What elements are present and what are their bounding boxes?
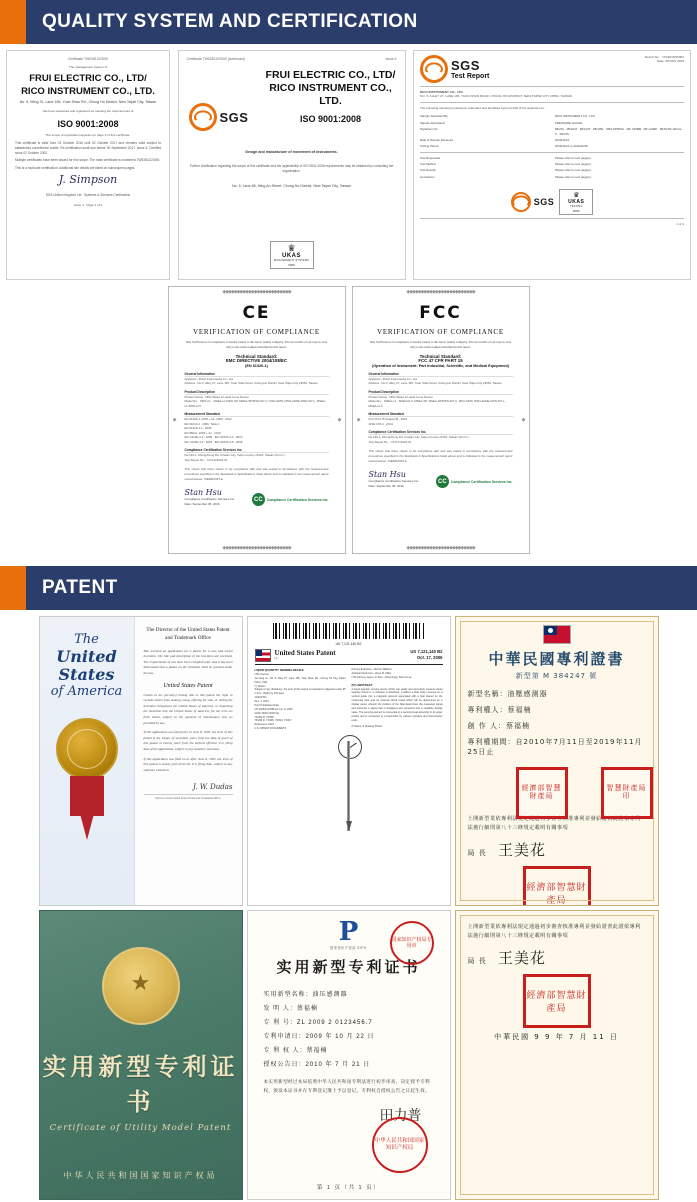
- patent-header: [255, 649, 443, 665]
- scope-note: The scope of registration appears on page 2 of this certificate.: [45, 133, 131, 138]
- gold-seal-icon: [56, 718, 118, 780]
- cover-mid-title: United States Patent: [163, 682, 213, 689]
- fcc-verification-certificate[interactable]: [352, 286, 530, 554]
- us-title-line1: The: [74, 632, 99, 647]
- certificate-row-top: [0, 50, 697, 280]
- director-label: 局 長: [467, 848, 487, 857]
- certificate-intro: This Verification of Compliance is hereby issued to the below named company. The test results of our report cover only to the tested sample identified in this report.: [369, 340, 512, 349]
- assessment-statement: has been assessed and registered as meeting the requirements of: [42, 108, 134, 113]
- section-row: No.169-1, Zhongzheng Rd, Xindian City, Taipei County 23151, Taiwan (R.O.C.): [184, 453, 286, 458]
- section-row: Model No. : MFD-CL · MSEA-LL/NDO-SP, MSEA-SP/MSN-W7-C, MSA-SPW, MSN-ADNE-MSN-W7-L, MSEA-LL-MSN-LL5: [184, 399, 326, 408]
- sipo-logo-icon: P: [338, 917, 359, 947]
- sgs-ring-icon: [511, 192, 531, 212]
- section-row: Applicant : RICO Instruments Co., Ltd: [184, 376, 233, 381]
- ukas-name: UKAS: [568, 199, 585, 206]
- row-value: Please refer to next page(s).: [555, 168, 592, 173]
- row-label: Style/Item No.: [420, 127, 439, 132]
- us-patent-cover-left: [40, 617, 135, 905]
- decorative-border-right: ◆: [337, 417, 341, 423]
- company-name-line1: FRUI ELECTRIC CO., LTD/: [265, 69, 396, 81]
- signature: Stan Hsu: [184, 488, 222, 498]
- section-header-quality: [0, 0, 697, 44]
- director-label: 局 長: [467, 956, 487, 965]
- legal-note: 上開新型業依專利法規定通過初步審查核准專利並發給證書此證依專利法施行細則第八十三條規定載明有關事項: [467, 924, 641, 939]
- certificate-title: VERIFICATION OF COMPLIANCE: [377, 328, 504, 336]
- authorized-signature: J. Simpson: [58, 173, 118, 187]
- section-heading: Measurement Standard: [185, 412, 329, 417]
- us-title-line3: States: [58, 665, 115, 685]
- technical-standard: FCC 47 CFR PART 15: [418, 357, 463, 363]
- quality-content: [0, 44, 697, 566]
- patent-office-title: United States Patent: [274, 649, 336, 657]
- patent-figure: [255, 735, 443, 831]
- row-value: 2016/11/10 to 2016/11/28: [555, 144, 588, 149]
- sgs-logo: [189, 103, 249, 131]
- section-row: Product Name : NDO Meter & Liquid Level Sensor: [184, 394, 249, 399]
- section-title-patent: PATENT: [42, 577, 118, 598]
- row-value: Please refer to next page(s).: [555, 155, 592, 160]
- us-cl: 73/290 R; 73/305: [254, 715, 274, 719]
- section-heading: Compliance Certification Services Inc.: [185, 448, 329, 453]
- row-patent-holder: 专 利 权 人：蔡福楠: [263, 1048, 328, 1054]
- patent-content: [0, 610, 697, 1202]
- iso-certificate-page1[interactable]: [6, 50, 170, 280]
- section-heading: Product Description: [185, 390, 329, 395]
- sgs-wordmark: SGS: [451, 58, 480, 73]
- cn-utility-model-cover[interactable]: [39, 910, 243, 1200]
- row-label: Sample Description: [420, 120, 446, 125]
- sipo-logo-subtitle: 国家知识产权局 SIPO: [330, 946, 367, 950]
- ce-mark-icon: CE: [242, 303, 271, 323]
- client-address: NO. 5, ALLEY 27, LANE 165, YUAN SHAN ROAD, CHUNG HO DISTRICT, NEW TAIPEI CITY 23552, TAIWAN: [420, 94, 573, 99]
- divider: [420, 152, 684, 153]
- attorney: (74) Attorney, Agent, or Firm—Rosenberg, Klein & Lee: [351, 675, 412, 679]
- scope-heading: Design and manufacture of movement of instruments.: [245, 150, 338, 155]
- row-label: Conclusion: [420, 174, 435, 179]
- ccs-logo-name: Compliance Certification Services Inc.: [266, 497, 329, 502]
- page-title: 实用新型专利证书: [276, 959, 421, 976]
- crown-icon: ♛: [573, 192, 580, 200]
- section-row: Address : No.5, Alley 27, Lane 165, Yuan Shan Road, Chung Ho District, New Taipei City 23552, Taiwan: [184, 381, 318, 386]
- report-detail-table: [420, 114, 684, 148]
- validity-body: This certificate is valid from 02 October 2016 until 02 October 2017 and remains valid subject to satisfactory surveillance audits. Re-certification audit due before 30 September 2017. Issue 4. Certified since 02 October 2002.: [15, 140, 161, 155]
- row-label: Test Requested: [420, 155, 441, 160]
- row-label: Sample Submitted By: [420, 114, 448, 119]
- notice-label: (*) Notice:: [254, 684, 266, 688]
- row-label: Test Results: [420, 168, 436, 173]
- notice-value: Subject to any disclaimer, the term of this patent is extended or adjusted under 35 U.S.C. 154(b) by 270 days.: [254, 688, 346, 696]
- ccs-logo-name: Compliance Certification Services Inc.: [450, 479, 513, 484]
- agency-seal: 經濟部智慧財產局: [523, 866, 591, 906]
- section-row: FCC Part 15 Subpart B : 2016: [368, 417, 408, 422]
- cover-title: 实用新型专利证书: [42, 1054, 239, 1116]
- issue-date: 中華民國 9 9 年 7 月 11 日: [494, 1032, 619, 1041]
- section-row: Applicant : RICO Instruments Co., Ltd: [368, 376, 417, 381]
- field-patent-period: 專利權期間：自2010年7月11日至2019年11月25日止: [467, 738, 643, 756]
- certificate-intro: This Verification of Compliance is hereby issued to the below named company. The test results of our report cover only to the tested sample identified in this report.: [185, 340, 328, 349]
- field-invention-name: 新型名稱：油壓感測器: [467, 690, 548, 698]
- row-label: Testing Period: [420, 144, 439, 149]
- taiwan-patent-certificate[interactable]: [455, 616, 659, 906]
- ccs-logo: [436, 475, 513, 488]
- legal-paragraph: 本实用新型经过本局依照中华人民共和国专利法进行初步审查，决定授予专利权，颁发本证书并在专利登记簿上予以登记。专利权自授权公告之日起生效。: [263, 1079, 430, 1093]
- ccs-logo: [252, 493, 329, 506]
- appl-no: 11/002,511: [254, 696, 267, 700]
- section-row: EN 55011: 2009 + A1 : 2010: [184, 430, 221, 435]
- company-address: No. 5, Lane 65, Ming An Street, Chung Ho District, New Taipei City, Taiwan: [232, 183, 351, 188]
- issuing-authority: 中华人民共和国国家知识产权局: [63, 1171, 218, 1180]
- director-name: 王美花: [497, 948, 546, 967]
- section-row: ANSI C63.4 : 2014: [368, 421, 393, 426]
- probe-tip-icon: [346, 821, 352, 831]
- row-label: Test Method: [420, 161, 436, 166]
- ukas-accreditation-mark: [559, 189, 593, 215]
- decorative-border-top: ◆◆◆◆◆◆◆◆◆◆◆◆◆◆◆◆◆◆◆◆◆◆◆◆: [406, 289, 475, 295]
- us-patent-cover-right: [135, 617, 242, 905]
- row-inventor: 发 明 人：蔡福楠: [263, 1006, 318, 1012]
- report-date: Date: 30 NOV 2016: [656, 59, 684, 64]
- assistant-examiner: Assistant Examiner—Rose M. Miller: [351, 671, 392, 675]
- technical-standard-label: Technical Standard:: [235, 353, 278, 359]
- inventor-label: (75) Inventor:: [254, 672, 270, 676]
- sgs-wordmark: SGS: [533, 197, 555, 208]
- cover-paragraph-1: Has received an application for a patent for a new and useful invention. The title and description of the invention are enclosed. The requirements of law have been complied with, and it has been determined that a patent on the invention shall be granted under the law.: [143, 648, 233, 675]
- taiwan-flag-icon: [543, 625, 571, 644]
- patent-number-row: US 7,121,140 B2: [410, 649, 443, 654]
- company-name-line2: RICO INSTRUMENT CO., LTD.: [269, 82, 392, 108]
- section-row: Address : No.5, Alley 27, Lane 165, Yuan Shan Road, Chung Ho District, New Taipei City 23552, Taiwan: [368, 381, 502, 386]
- certificate-title: 中華民國專利證書: [488, 650, 625, 668]
- page-footer: Issue 4 · Page 1 of 2: [73, 203, 103, 208]
- claims-count: 8 Claims, 6 Drawing Sheets: [351, 725, 383, 729]
- divider: [420, 218, 684, 219]
- director-title: The Director of the United States Patent and Trademark Office: [146, 627, 230, 641]
- certificate-footer: This shows that there shown to be compliance with and was tested in accordance with the measurement procedures specified in the Standards & Specifications listed above and is indicated in the measurement report named above: T2EMEX015-F: [368, 449, 513, 463]
- certificate-number: 新型第 M 384247 號: [515, 672, 598, 680]
- decorative-border-left: ◆: [356, 417, 360, 423]
- director-row: [468, 947, 646, 968]
- ukas-accreditation-mark: [270, 241, 314, 269]
- barcode-number: US 7,121,140 B2: [335, 642, 362, 646]
- taiwan-patent-certificate-lower[interactable]: [455, 910, 659, 1200]
- section-heading: Measurement Standard: [369, 412, 513, 417]
- section-row: Model No. : MSEA-LL · MSEA/LL5, MSEA-SP, MSEA-SP/MSN-W7-C, MSA-SPW, MSN-ADNE-MSN-W7-L, MSEA-LL5: [368, 399, 506, 408]
- filed-date: Dec. 3, 2004: [254, 700, 269, 703]
- inventor-surname: Lu: [274, 657, 278, 660]
- ukas-subtitle: TESTING: [569, 205, 583, 209]
- section-accent-bar: [0, 0, 26, 44]
- sgs-ring-icon: [189, 103, 217, 131]
- us-patent-front-page[interactable]: [247, 616, 451, 906]
- technical-standard-label: Technical Standard:: [419, 353, 462, 359]
- row-value: Please refer to next page(s).: [555, 174, 592, 179]
- prior-publication: Prior Publication Data: [254, 703, 279, 707]
- section-heading: Product Description: [369, 390, 513, 395]
- row-invention-name: 实用新型名称：油压感测器: [263, 992, 348, 998]
- ccs-logo-icon: CC: [436, 475, 449, 488]
- technical-standard: EMC DIRECTIVE 2004/108/EC: [225, 357, 288, 363]
- client-name: RICO INSTRUMENT CO., LTD.: [420, 90, 464, 94]
- patent-left-column: [255, 668, 346, 731]
- section-accent-bar: [0, 566, 26, 610]
- technical-standard-sub: (EN 61326-1): [245, 363, 268, 368]
- bottom-right-stamp: 中华人民共和国国家知识产权局: [372, 1117, 428, 1173]
- ukas-name: UKAS: [281, 252, 301, 259]
- report-intro: The following sample(s) was/were submitted and identified by/on behalf of the applicant as :: [420, 105, 546, 110]
- page-number: 第 1 页（共 1 页）: [316, 1185, 381, 1191]
- probe-stem-icon: [347, 741, 350, 831]
- abstract-text: A liquid quantity sensing device which can easily and accurately measure liquid quantity stored in a container is disclosed. It utilizes a float body mounted on a vertical guide rod, a magnetic element associated with a float placed on the measuring tube and an external circuit board which will be determined on a display panel, wherein the position of the float determines the measured signal and transmits a signal that is displayed and converted into a readable display value. The sensing element is connected to a sensing head assembly in its upper portion and is connected to a transmitter by various cylinders and transmission ends.: [351, 687, 443, 722]
- director-signature: J. W. Dudas: [192, 783, 233, 792]
- red-ribbon-icon: [70, 776, 104, 840]
- section-row: Product Name : NDO Meter & Liquid Level Sensor: [368, 394, 433, 399]
- row-value: MF201 · MF204T · MF102T · MF105L · MF0-SPRING · MF-CRIMB · MF-CHMP · MF51/NF-WCGL-C · MF47S: [555, 127, 683, 136]
- official-seal-left: 經濟部智慧財產局: [516, 767, 568, 819]
- row-application-date: 专利申请日：2009 年 10 月 22 日: [263, 1034, 375, 1040]
- scope-clarification: Further clarification regarding the scope of this certificate and the applicability of ISO 9001:2008 requirements may be obtained by consulting the organization.: [189, 163, 394, 173]
- iso-certificate-page2[interactable]: [178, 50, 406, 280]
- barcode-icon: [273, 623, 425, 639]
- signature-date: Date: September 05, 2016: [184, 501, 220, 506]
- field-creator: 創 作 人：蔡福楠: [467, 722, 530, 730]
- decorative-border-bottom: ◆◆◆◆◆◆◆◆◆◆◆◆◆◆◆◆◆◆◆◆◆◆◆◆: [222, 545, 291, 551]
- report-results-table: [420, 156, 684, 179]
- patent-row-bottom: [0, 908, 697, 1202]
- cover-paragraph-2: Grants to the person(s) having title to this patent the right to exclude others from making, using, offering for sale, or selling the invention throughout the United States of America, or importing the invention into the United States of America, for the term set forth below, subject to the payment of maintenance fees as provided by law.: [143, 692, 233, 725]
- iso-standard-label: ISO 9001:2008: [299, 114, 362, 125]
- patent-row-top: [0, 614, 697, 908]
- decorative-border-bottom: ◆◆◆◆◆◆◆◆◆◆◆◆◆◆◆◆◆◆◆◆◆◆◆◆: [406, 545, 475, 551]
- issue-number: Issue 4: [385, 57, 397, 61]
- section-row: Test Report No. : CCS-E/1601-01: [184, 457, 228, 462]
- ukas-number: 0005: [572, 209, 580, 214]
- report-title: Test Report: [451, 73, 490, 80]
- company-name-line1: FRUI ELECTRIC CO., LTD/: [29, 73, 147, 85]
- row-value: Please refer to next page(s).: [555, 161, 592, 166]
- row-value: PRESSURE GAUGE: [555, 120, 583, 125]
- us-flag-icon: [255, 649, 271, 662]
- section-row: IEC 61000-4-4 : 2004 · IEC 61000-4-5 : 2005: [184, 439, 243, 444]
- field-of-search: 73/290 R, 73/305, 73/313, 73/317: [254, 719, 292, 723]
- ukas-number: 0005: [288, 263, 295, 267]
- section-heading: General Information: [185, 372, 329, 377]
- signer-title: Compliance Certification Services Inc.: [368, 479, 420, 484]
- sgs-test-report[interactable]: [413, 50, 691, 280]
- us-title-line4: of America: [50, 683, 123, 699]
- management-system-label: The management system of: [68, 65, 108, 69]
- section-title-quality: QUALITY SYSTEM AND CERTIFICATION: [42, 11, 418, 32]
- row-value: 2016/11/10: [555, 137, 570, 142]
- us-patent-cover[interactable]: [39, 616, 243, 906]
- sgs-logo-footer: [511, 192, 555, 212]
- divider: [420, 102, 684, 103]
- signature-caption: SGS United Kingdom Ltd · Systems & Services Certification: [45, 193, 131, 198]
- sgs-logo: [420, 55, 489, 83]
- patent-right-column: [352, 668, 443, 731]
- us-title-line2: United: [56, 646, 117, 666]
- patent-date-row: Oct. 17, 2006: [416, 655, 443, 661]
- inventor-value: Jui-Yang Lu, No. 5, Alley 27, Lane 165, Yuan Shan Rd., Chung Ho City, Taipei Hsien (TW): [254, 676, 346, 684]
- agency-seal: 經濟部智慧財產局: [523, 974, 591, 1028]
- field-patent-holder: 專利權人：蔡福楠: [467, 706, 532, 714]
- fcc-mark-icon: FCC: [419, 303, 462, 323]
- multiple-certificates-note: Multiple certificates have been issued for this scope. The main certificate is numbered TW02812/23/00.: [15, 158, 161, 163]
- section-heading: General Information: [369, 372, 513, 377]
- patent-columns: [255, 668, 443, 731]
- row-value: RICO INSTRUMENT CO., LTD.: [555, 114, 596, 119]
- cover-title-english: Certificate of Utility Model Patent: [49, 1123, 232, 1133]
- director-signature: 田力普: [379, 1108, 422, 1125]
- company-name-line2: RICO INSTRUMENT CO., LTD.: [21, 86, 155, 98]
- cn-utility-model-page[interactable]: [247, 910, 451, 1200]
- decorative-border-right: ◆: [521, 417, 525, 423]
- prior-publication-data: US 2006/0117856 A1 Jun. 8, 2006: [254, 707, 293, 711]
- section-row: EN 61326-1: 2006 + A1: 2009 : 2013: [184, 417, 232, 422]
- report-number: Report No. : CH/2016/90003: [644, 55, 684, 59]
- section-row: EN 61010-1 : 2006, Table 1: [184, 421, 220, 426]
- references-cited: References Cited: [254, 723, 274, 727]
- cover-paragraph-3: If this application was filed prior to June 8, 1995, the term of this patent is the longer of seventeen years from the date of grant of this patent or twenty years from the earliest effective U.S. filing date of the application, subject to any statutory extension.: [143, 730, 233, 751]
- row-label: Date of Sample Received: [420, 137, 453, 142]
- divider: [420, 86, 684, 87]
- certificate-number: Certificate TW02812/23/00: [67, 57, 109, 61]
- director-name: 王美花: [497, 840, 546, 859]
- top-right-stamp: 国家知识产权局专用章: [390, 921, 434, 965]
- section-row: Test Report No. : CCS-F/1601-01: [368, 439, 412, 444]
- certificate-number-continued: Certificate TW02812/23/00 (continued): [186, 57, 245, 61]
- decorative-border-left: ◆: [172, 417, 176, 423]
- section-row: IEC 61000-4-2 : 2008 · IEC 61000-4-3 : 2010: [184, 435, 243, 440]
- crown-icon: ♛: [287, 242, 296, 253]
- decorative-border-top: ◆◆◆◆◆◆◆◆◆◆◆◆◆◆◆◆◆◆◆◆◆◆◆◆: [222, 289, 291, 295]
- legal-note: 上開新型業依專利法規定通過初步審查核准專利並發給證書此證依專利法施行細則第八十三條規定載明有關事項: [467, 816, 641, 831]
- signature-date: Date: September 05, 2016: [368, 483, 404, 488]
- abstract-label: (57) ABSTRACT: [351, 682, 373, 687]
- signer-title: Compliance Certification Services Inc.: [184, 497, 236, 502]
- ce-verification-certificate[interactable]: [168, 286, 346, 554]
- patent-title: LIQUID QUANTITY SENSING DEVICE: [254, 668, 304, 672]
- row-grant-date: 授权公告日：2010 年 7 月 21 日: [263, 1062, 371, 1068]
- ukas-subtitle: MANAGEMENT SYSTEMS: [273, 258, 310, 262]
- compliance-certificate-row: [0, 280, 697, 562]
- int-cl: G01F 23/00 (2006.01): [254, 711, 280, 715]
- director-row: [468, 839, 646, 860]
- multisite-note: This is a multi-site certification. Additional site details are listed on subsequent pages.: [15, 166, 136, 171]
- primary-examiner: Primary Examiner—Hezron Williams: [351, 668, 392, 671]
- certificate-footer: This shows that there shown to be compliance with and was tested in accordance with the measurement procedures specified in the Standards & Specifications listed above and is indicated in the measurement report named above: T2EMEX015-E: [184, 467, 329, 481]
- sgs-ring-icon: [420, 55, 448, 83]
- cover-paragraph-4: If this application was filed on or after June 8, 1995, the term of this patent is twenty years from the U.S. filing date, subject to any statutory extension.: [143, 756, 233, 772]
- iso-standard-label: ISO 9001:2008: [57, 119, 119, 130]
- signature: Stan Hsu: [368, 470, 406, 480]
- us-title-script: [40, 633, 134, 700]
- certificate-title: VERIFICATION OF COMPLIANCE: [193, 328, 320, 336]
- company-address: No. 5, Wing 31, Lane 165, Yuan Shan Rd., Chung Ho District, New Taipei City, Taiwan: [19, 100, 157, 105]
- section-row: EN 61326-2-1 : 2006: [184, 426, 212, 431]
- section-header-patent: [0, 566, 697, 610]
- section-heading: Compliance Certification Services Inc.: [369, 430, 513, 435]
- national-emblem-icon: [102, 947, 180, 1025]
- page-note: 1 of 4: [676, 222, 684, 227]
- row-patent-number: 专 利 号：ZL 2009 2 0123456.7: [263, 1020, 373, 1026]
- ccs-logo-icon: CC: [252, 493, 265, 506]
- references-subheading: U.S. PATENT DOCUMENTS: [254, 727, 287, 731]
- sgs-wordmark: SGS: [219, 109, 249, 125]
- section-row: No.169-1, Zhongzheng Rd, Xindian City, Taipei County 23151, Taiwan (R.O.C.): [368, 435, 470, 440]
- official-seal-right: 智慧財產局印: [601, 767, 653, 819]
- director-signature-caption: Director of the United States Patent and Trademark Office: [144, 794, 233, 800]
- technical-standard-sub: (Operation of Instrument: Part Industrial, Scientific, and Medical Equipment): [371, 363, 510, 368]
